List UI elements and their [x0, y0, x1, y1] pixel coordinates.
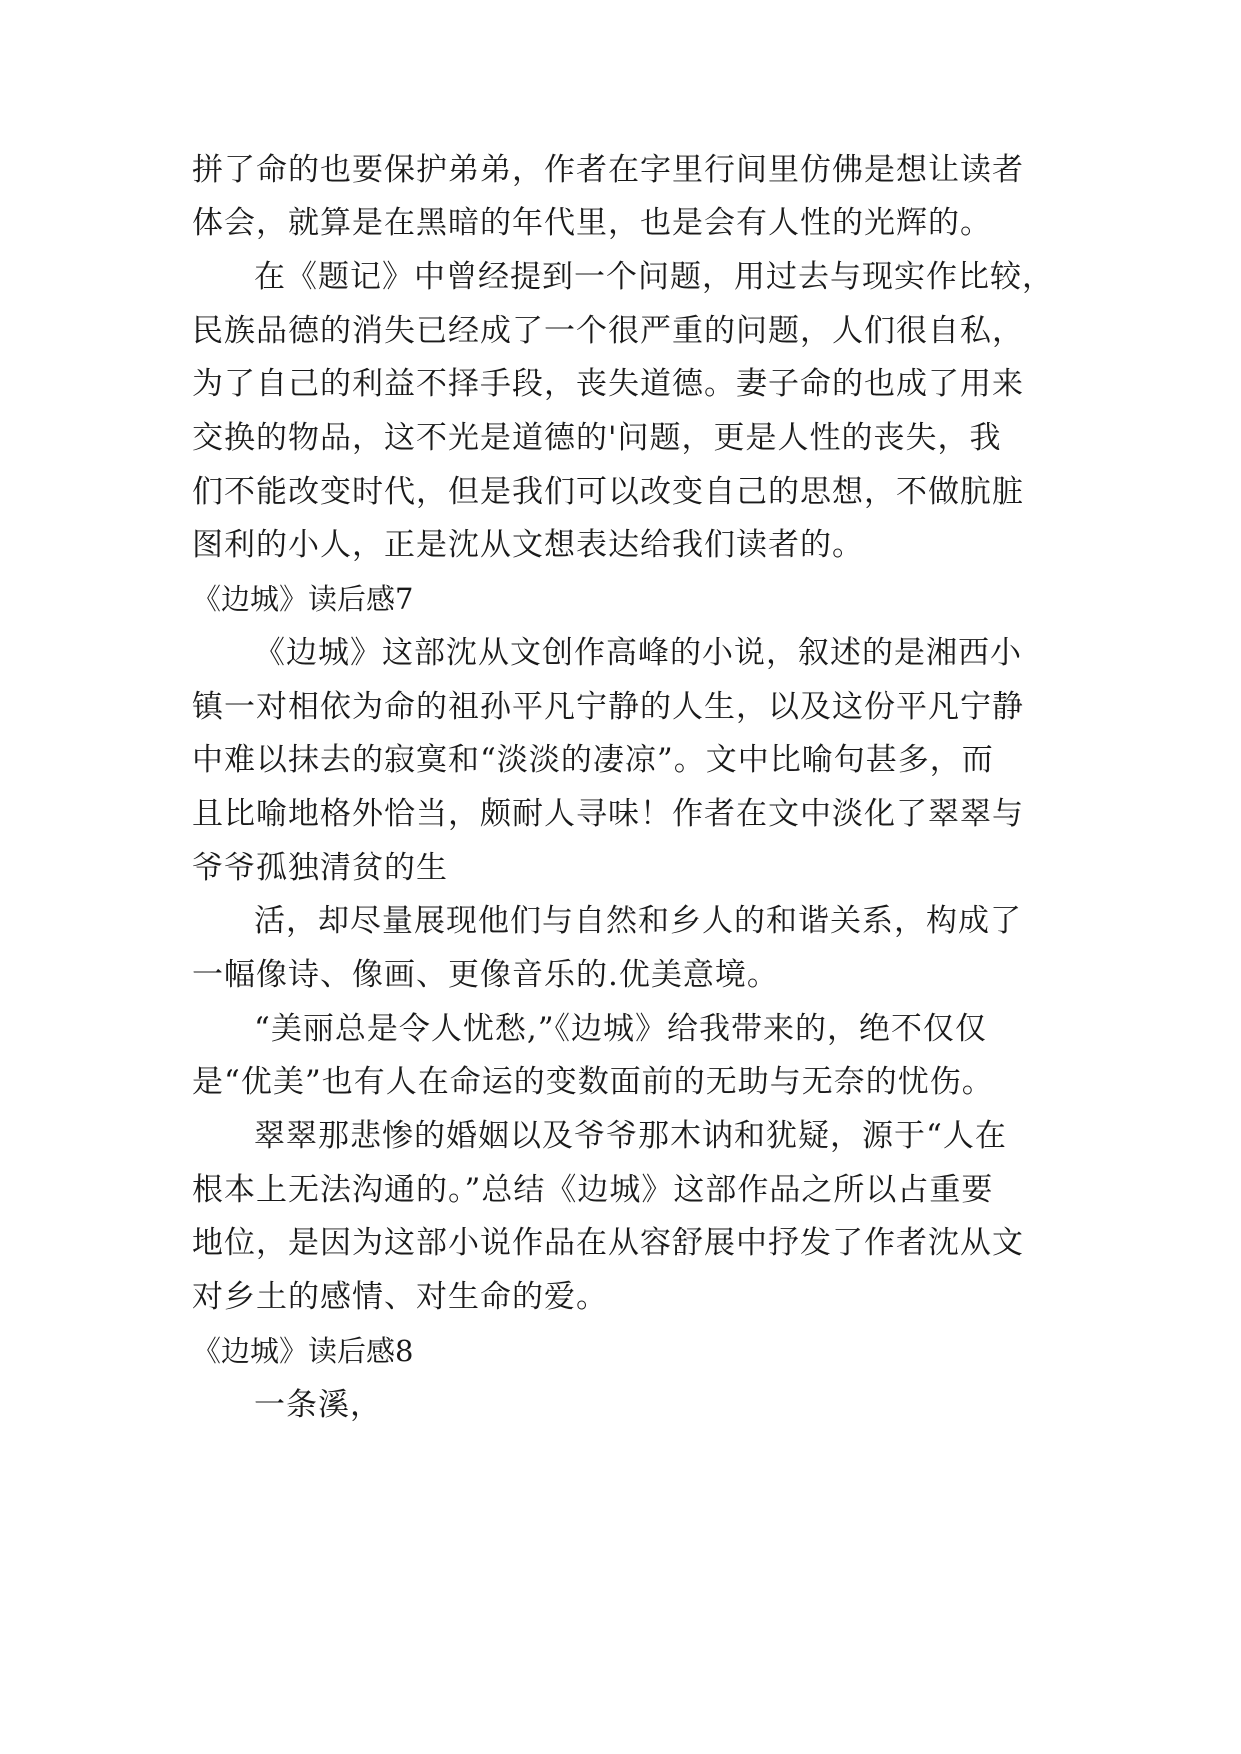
paragraph-line: 且比喻地格外恰当，颇耐人寻味！作者在文中淡化了翠翠与 [192, 796, 1024, 832]
section-heading: 《边城》读后感8 [192, 1334, 414, 1368]
paragraph-line: 地位，是因为这部小说作品在从容舒展中抒发了作者沈从文 [192, 1225, 1024, 1261]
paragraph-line: 镇一对相依为命的祖孙平凡宁静的人生，以及这份平凡宁静 [192, 689, 1024, 725]
paragraph-line: 对乡土的感情、对生命的爱。 [192, 1279, 608, 1315]
paragraph-line: 是“优美”也有人在命运的变数面前的无助与无奈的忧伤。 [192, 1064, 994, 1100]
paragraph-line: 在《题记》中曾经提到一个问题，用过去与现实作比较， [254, 259, 1054, 295]
paragraph-line: 为了自己的利益不择手段，丧失道德。妻子命的也成了用来 [192, 366, 1024, 402]
paragraph-line: 拼了命的也要保护弟弟，作者在字里行间里仿佛是想让读者 [192, 152, 1024, 188]
paragraph-line: 活，却尽量展现他们与自然和乡人的和谐关系，构成了 [254, 903, 1022, 939]
paragraph-line: 体会，就算是在黑暗的年代里，也是会有人性的光辉的。 [192, 205, 992, 241]
section-heading: 《边城》读后感7 [192, 582, 414, 616]
paragraph-line: 交换的物品，这不光是道德的'问题，更是人性的丧失，我 [192, 420, 1002, 456]
paragraph-line: 一条溪， [254, 1387, 382, 1423]
paragraph-line: “美丽总是令人忧愁,”《边城》给我带来的，绝不仅仅 [254, 1011, 988, 1047]
paragraph-line: 中难以抹去的寂寞和“淡淡的凄凉”。文中比喻句甚多，而 [192, 742, 994, 778]
paragraph-line: 一幅像诗、像画、更像音乐的.优美意境。 [192, 957, 779, 993]
paragraph-line: 翠翠那悲惨的婚姻以及爷爷那木讷和犹疑，源于“人在 [254, 1118, 1007, 1154]
paragraph-line: 爷爷孤独清贫的生 [192, 850, 448, 886]
paragraph-line: 根本上无法沟通的。”总结《边城》这部作品之所以占重要 [192, 1172, 994, 1208]
paragraph-line: 《边城》这部沈从文创作高峰的小说，叙述的是湘西小 [254, 635, 1022, 671]
paragraph-line: 图利的小人，正是沈从文想表达给我们读者的。 [192, 527, 864, 563]
paragraph-line: 民族品德的消失已经成了一个很严重的问题，人们很自私， [192, 313, 1024, 349]
paragraph-line: 们不能改变时代，但是我们可以改变自己的思想，不做肮脏 [192, 474, 1024, 510]
